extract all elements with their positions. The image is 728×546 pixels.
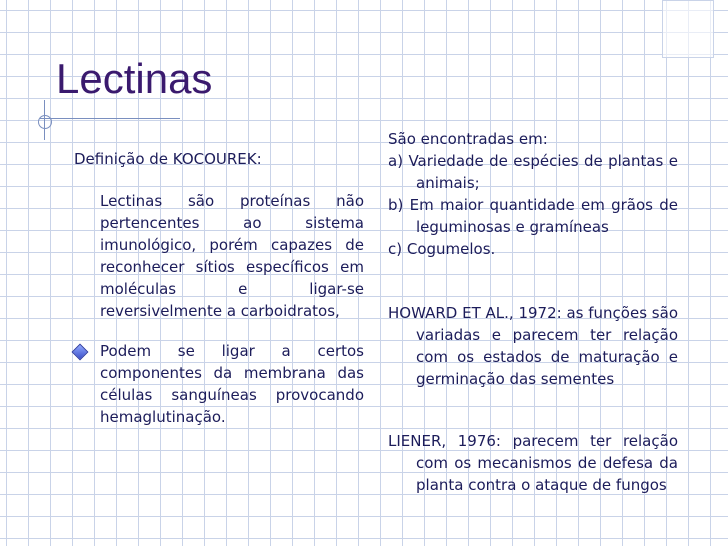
definition-text: Lectinas são proteínas não pertencentes ao sistema imunológico, porém capazes de reconhecer sítios específicos em moléculas e ligar-se reversivelmente a carboidratos, — [100, 192, 364, 320]
list-item-a: a) Variedade de espécies de plantas e animais; — [388, 152, 678, 192]
howard-paragraph: HOWARD ET AL., 1972: as funções são variadas e parecem ter relação com os estados de maturação e germinação das sementes — [388, 304, 678, 388]
title-rule-circle — [38, 115, 52, 129]
left-column — [74, 148, 364, 428]
diamond-bullet-icon — [72, 344, 89, 361]
corner-decoration — [662, 0, 714, 58]
right-column — [388, 128, 678, 496]
slide-title: Lectinas — [56, 55, 213, 102]
definition-heading: Definição de KOCOUREK: — [74, 150, 262, 168]
list-item-b: b) Em maior quantidade em grãos de leguminosas e gramíneas — [388, 196, 678, 236]
bullet-text: Podem se ligar a certos componentes da membrana das células sanguíneas provocando hemaglutinação. — [100, 342, 364, 426]
bullet-item — [74, 340, 364, 428]
liener-paragraph: LIENER, 1976: parecem ter relação com os mecanismos de defesa da planta contra o ataque de fungos — [388, 432, 678, 494]
title-rule — [40, 118, 180, 119]
list-item-c: c) Cogumelos. — [388, 240, 496, 258]
intro-text: São encontradas em: — [388, 130, 548, 148]
